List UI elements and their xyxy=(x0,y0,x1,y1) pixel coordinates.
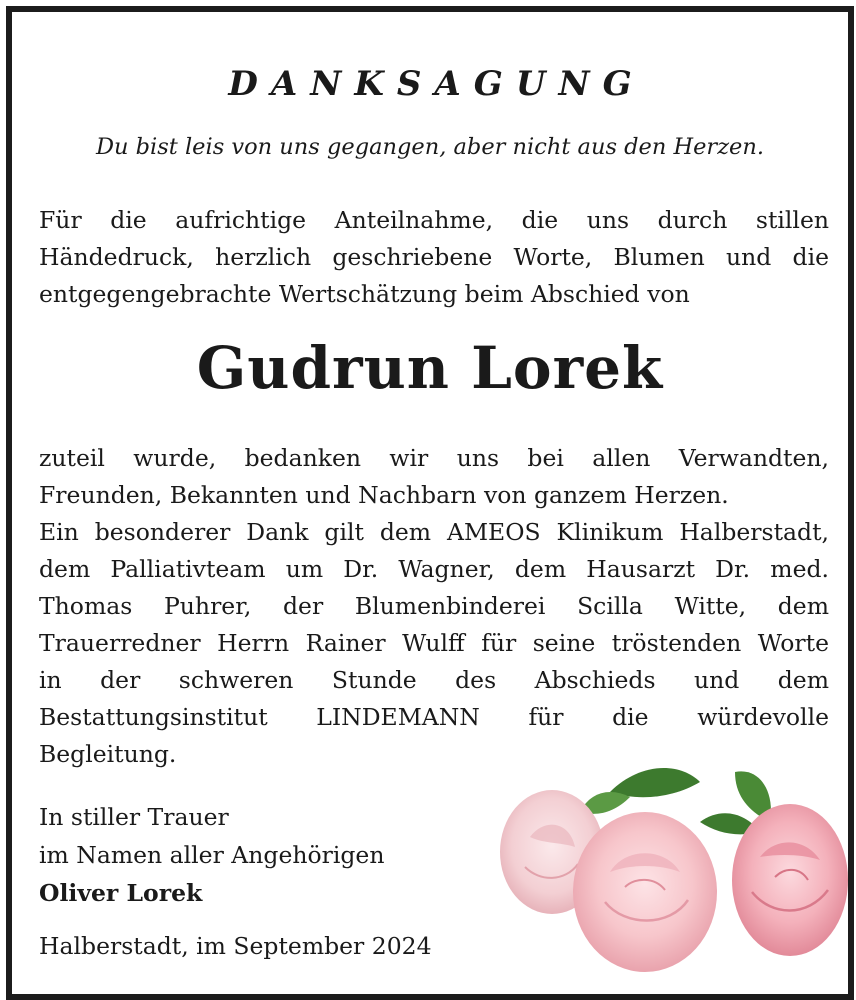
intro-line: Für die aufrichtige Anteilnahme, die uns durch stillen xyxy=(39,206,829,234)
body-line: in der schweren Stunde des Abschieds und dem xyxy=(39,666,829,694)
body-paragraph xyxy=(39,440,829,773)
body-line: dem Palliativteam um Dr. Wagner, dem Hausarzt Dr. med. xyxy=(39,555,829,583)
closing-line: im Namen aller Angehörigen xyxy=(39,841,385,869)
closing-block xyxy=(39,798,384,912)
signer-name: Oliver Lorek xyxy=(39,879,203,907)
notice-frame xyxy=(6,6,854,1000)
body-line: Bestattungsinstitut LINDEMANN für die würdevolle xyxy=(39,703,829,731)
rose-shape xyxy=(732,804,848,956)
body-line: Trauerredner Herrn Rainer Wulff für seine tröstenden Worte xyxy=(39,629,829,657)
deceased-name: Gudrun Lorek xyxy=(196,334,664,402)
roses-illustration xyxy=(490,752,848,994)
body-line: Freunden, Bekannten und Nachbarn von ganzem Herzen. xyxy=(39,481,729,509)
rose-shape xyxy=(573,812,717,972)
place-date: Halberstadt, im September 2024 xyxy=(39,932,432,960)
notice-subtitle: Du bist leis von uns gegangen, aber nicht aus den Herzen. xyxy=(95,134,765,160)
leaf-shape xyxy=(610,768,700,797)
body-line: Ein besonderer Dank gilt dem AMEOS Klinikum Halberstadt, xyxy=(39,518,829,546)
body-line: Thomas Puhrer, der Blumenbinderei Scilla Witte, dem xyxy=(39,592,829,620)
intro-line: Händedruck, herzlich geschriebene Worte, Blumen und die xyxy=(39,243,829,271)
body-line: Begleitung. xyxy=(39,740,177,768)
intro-line: entgegengebrachte Wertschätzung beim Abschied von xyxy=(39,280,690,308)
body-line: zuteil wurde, bedanken wir uns bei allen Verwandten, xyxy=(39,444,829,472)
intro-paragraph xyxy=(39,202,829,313)
notice-title: DANKSAGUNG xyxy=(228,64,645,104)
closing-line: In stiller Trauer xyxy=(39,803,229,831)
